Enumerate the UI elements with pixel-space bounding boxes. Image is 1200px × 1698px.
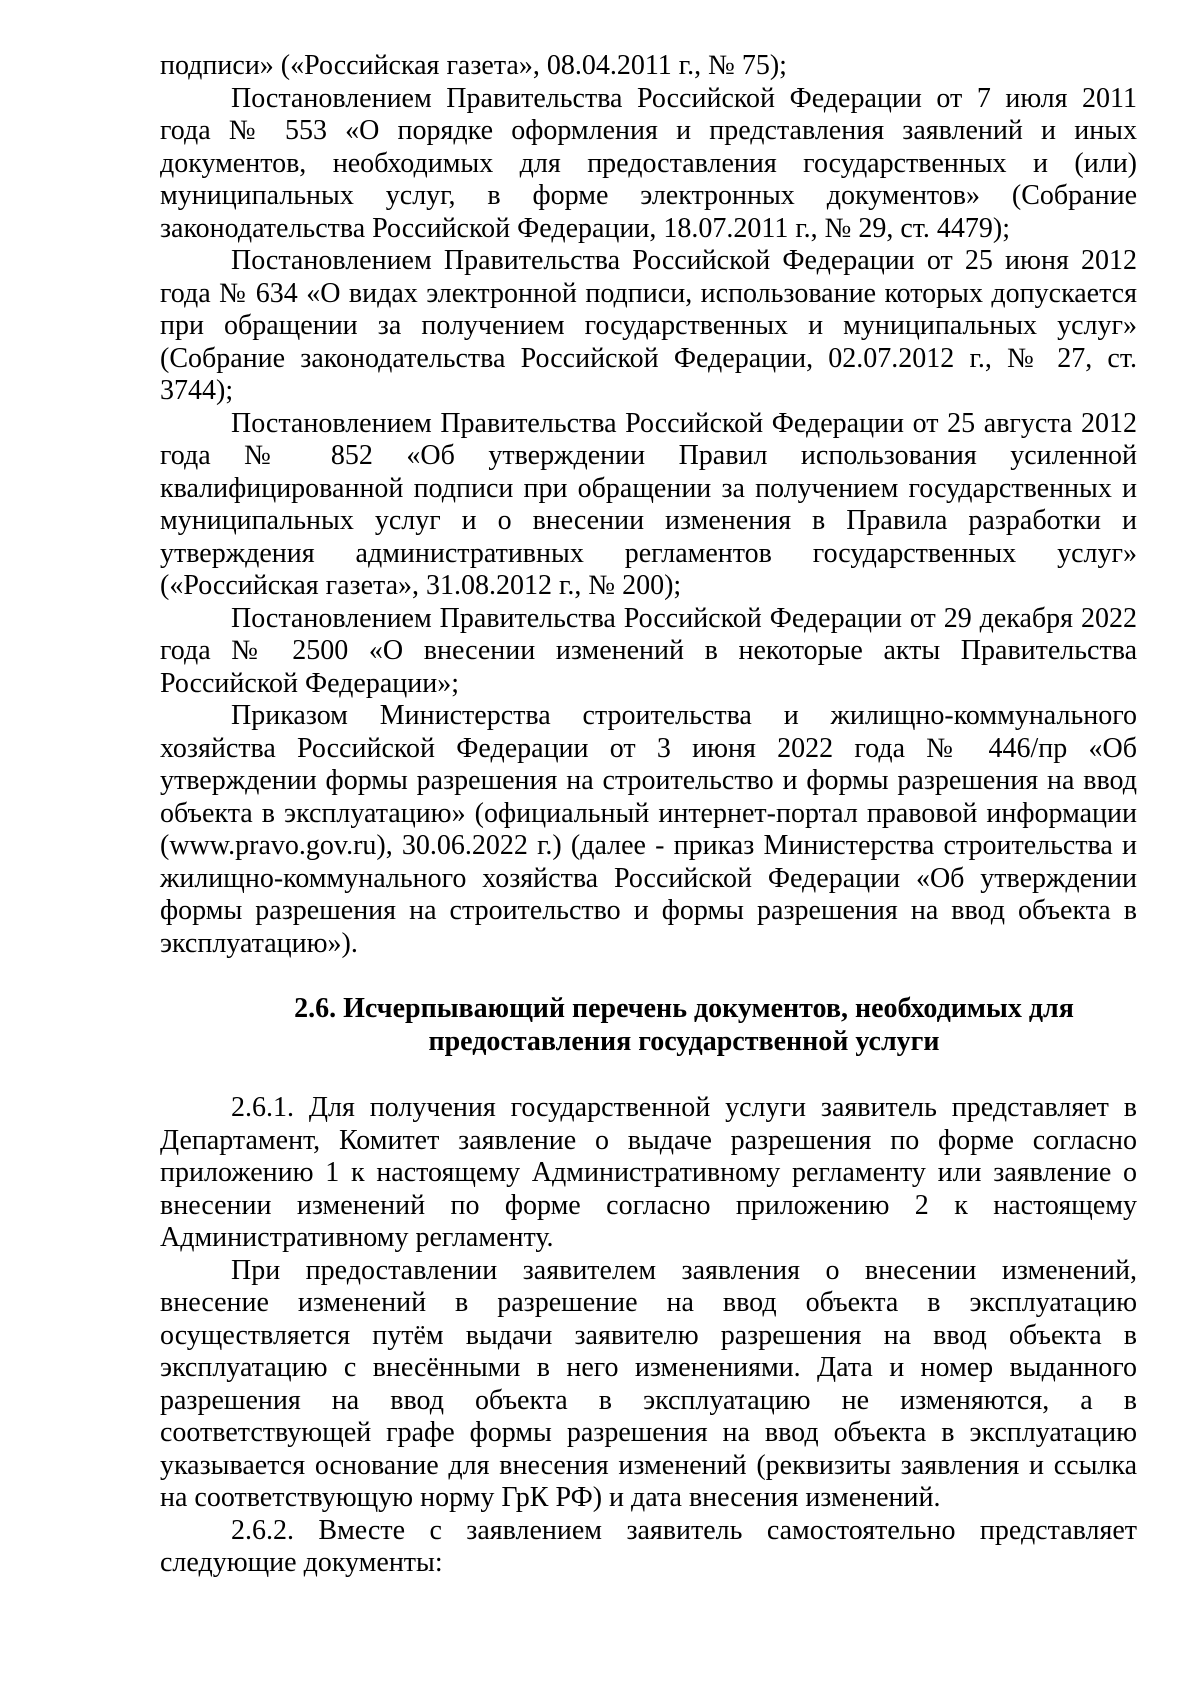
paragraph-decree-553: Постановлением Правительства Российской Федерации от 7 июля 2011 года № 553 «О порядке оформления и представления заявлений и иных документов, необходимых для предоставления государственных и (или) муниципальных услуг, в форме электронных документов» (Собрание законодательства Российской Федерации, 18.07.2011 г., № 29, ст. 4479); — [160, 82, 1137, 244]
paragraph-continuation: подписи» («Российская газета», 08.04.2011 г., № 75); — [160, 50, 787, 81]
paragraph-2-6-2: 2.6.2. Вместе с заявлением заявитель самостоятельно представляет следующие документы: — [160, 1514, 1137, 1578]
section-heading-line-1: 2.6. Исчерпывающий перечень документов, необходимых для — [294, 993, 1074, 1024]
paragraph-order-446: Приказом Министерства строительства и жилищно-коммунального хозяйства Российской Федерации от 3 июня 2022 года № 446/пр «Об утверждении формы разрешения на строительство и формы разрешения на ввод объекта в эксплуатацию» (официальный интернет-портал правовой информации (www.pravo.gov.ru), 30.06.2022 г.) (далее - приказ Министерства строительства и жилищно-коммунального хозяйства Российской Федерации «Об утверждении формы разрешения на строительство и формы разрешения на ввод объекта в эксплуатацию»). — [160, 700, 1137, 959]
paragraph-decree-634: Постановлением Правительства Российской Федерации от 25 июня 2012 года № 634 «О видах электронной подписи, использование которых допускается при обращении за получением государственных и муниципальных услуг» (Собрание законодательства Российской Федерации, 02.07.2012 г., № 27, ст. 3744); — [160, 245, 1137, 406]
section-heading-line-2: предоставления государственной услуги — [428, 1025, 940, 1057]
spacer — [160, 960, 1137, 993]
paragraph-changes: При предоставлении заявителем заявления о внесении изменений, внесение изменений в разрешение на ввод объекта в эксплуатацию осуществляется путём выдачи заявителю разрешения на ввод объекта в эксплуатацию с внесёнными в него изменениями. Дата и номер выданного разрешения на ввод объекта в эксплуатацию не изменяются, а в соответствующей графе формы разрешения на ввод объекта в эксплуатацию указывается основание для внесения изменений (реквизиты заявления и ссылка на соответствующую норму ГрК РФ) и дата внесения изменений. — [160, 1254, 1137, 1513]
paragraph-decree-852: Постановлением Правительства Российской Федерации от 25 августа 2012 года № 852 «Об утверждении Правил использования усиленной квалифицированной подписи при обращении за получением государственных и муниципальных услуг и о внесении изменения в Правила разработки и утверждения административных регламентов государственных услуг» («Российская газета», 31.08.2012 г., № 200); — [160, 407, 1137, 601]
document-page — [160, 50, 1137, 1580]
paragraph-decree-2500: Постановлением Правительства Российской Федерации от 29 декабря 2022 года № 2500 «О внесении изменений в некоторые акты Правительства Российской Федерации»; — [160, 602, 1137, 699]
section-heading — [160, 993, 1137, 1058]
spacer — [160, 1058, 1137, 1092]
paragraph-2-6-1: 2.6.1. Для получения государственной услуги заявитель представляет в Департамент, Комитет заявление о выдаче разрешения по форме согласно приложению 1 к настоящему Административному регламенту или заявление о внесении изменений по форме согласно приложению 2 к настоящему Административному регламенту. — [160, 1092, 1137, 1253]
